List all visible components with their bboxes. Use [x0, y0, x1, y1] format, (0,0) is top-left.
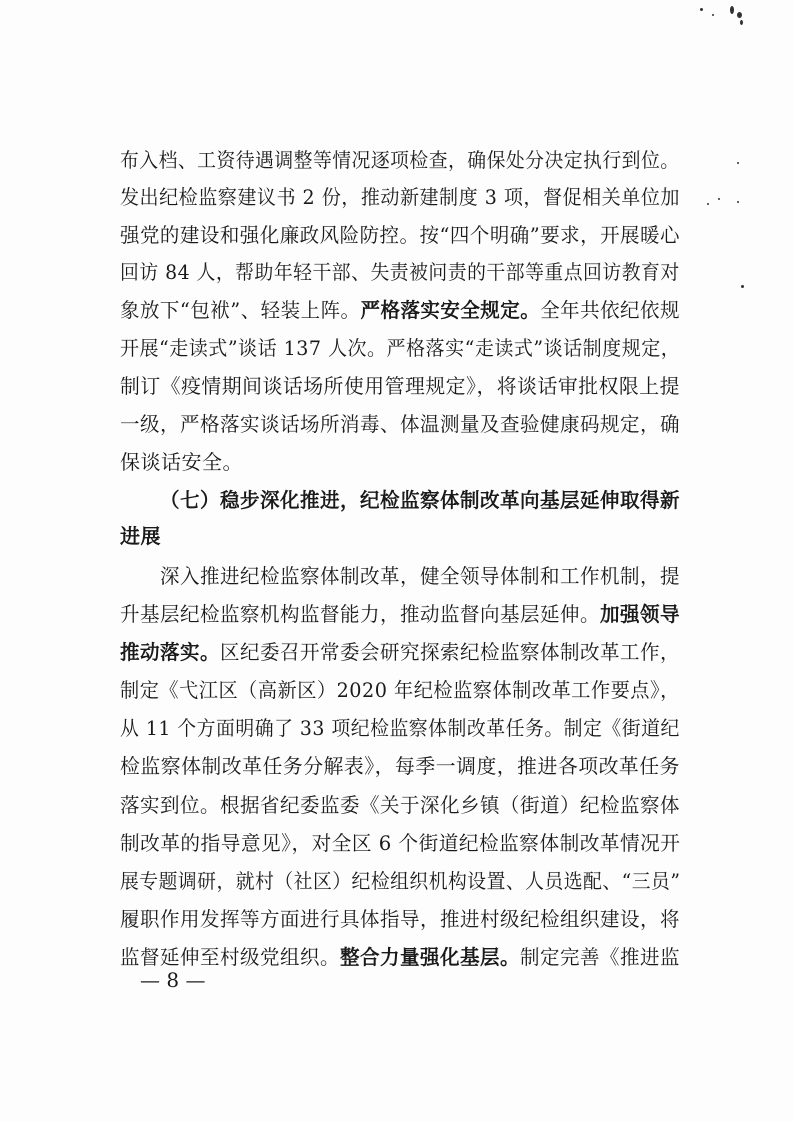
scan-speck [740, 20, 743, 25]
body-text: 制订《疫情期间谈话场所使用管理规定》，将谈话审批权限上提 [120, 374, 680, 398]
body-text: 象放下“包袱”、轻装上阵。 [120, 298, 361, 322]
text-line [120, 145, 680, 175]
body-text: 落实到位。根据省纪委监委《关于深化乡镇（街道）纪检监察体 [120, 793, 680, 817]
text-line [120, 371, 680, 401]
text-line [120, 295, 680, 325]
text-line [120, 637, 680, 667]
body-text: 展专题调研，就村（社区）纪检组织机构设置、人员选配、“三员” [120, 869, 681, 893]
page-number: — 8 — [140, 968, 206, 992]
scan-speck [718, 198, 720, 200]
body-text: 从 11 个方面明确了 33 项纪检监察体制改革任务。制定《街道纪 [120, 716, 680, 740]
body-text: 发出纪检监察建议书 2 份，推动新建制度 3 项，督促相关单位加 [120, 185, 680, 209]
scan-speck [707, 203, 709, 205]
scan-speck [700, 8, 703, 11]
text-line [160, 561, 680, 591]
text-line [120, 447, 243, 477]
body-text: 检监察体制改革任务分解表》，每季一调度，推进各项改革任务 [120, 754, 680, 778]
bold-text: （七）稳步深化推进，纪检监察体制改革向基层延伸取得新 [160, 488, 680, 512]
bold-text: 进展 [120, 524, 161, 548]
body-text: 制定《弋江区（高新区）2020 年纪检监察体制改革工作要点》， [120, 678, 680, 702]
scan-speck [712, 14, 714, 16]
text-line [120, 713, 680, 743]
bold-text: 严格落实安全规定。 [360, 298, 541, 322]
scan-speck [741, 285, 744, 288]
scan-speck [737, 12, 742, 18]
body-text: 保谈话安全。 [120, 450, 243, 474]
bold-text: 加强领导 [600, 602, 680, 626]
body-text: 开展“走读式”谈话 137 人次。严格落实“走读式”谈话制度规定， [120, 336, 681, 360]
text-line [120, 751, 680, 781]
text-line [120, 828, 680, 858]
text-line [120, 333, 680, 363]
scan-speck [730, 6, 734, 14]
body-text: 全年共依纪依规 [540, 298, 680, 322]
scan-speck [737, 201, 739, 203]
body-text: 布入档、工资待遇调整等情况逐项检查，确保处分决定执行到位。 [120, 148, 680, 172]
body-text: 深入推进纪检监察体制改革，健全领导体制和工作机制，提 [160, 564, 680, 588]
text-line [160, 485, 680, 515]
text-line [120, 790, 680, 820]
text-line [120, 521, 161, 551]
text-line [120, 409, 680, 439]
body-text: 履职作用发挥等方面进行具体指导，推进村级纪检组织建设，将 [120, 907, 680, 931]
text-line [120, 182, 680, 212]
bold-text: 推动落实。 [120, 640, 220, 664]
text-line [120, 599, 680, 629]
text-line [120, 675, 680, 705]
scan-speck [737, 162, 739, 164]
bold-text: 整合力量强化基层。 [340, 945, 520, 969]
body-text: 强党的建设和强化廉政风险防控。按“四个明确”要求，开展暖心 [120, 223, 680, 247]
text-line [120, 220, 680, 250]
text-line [120, 257, 680, 287]
body-text: 制定完善《推进监 [520, 945, 680, 969]
body-text: 制改革的指导意见》，对全区 6 个街道纪检监察体制改革情况开 [120, 831, 681, 855]
body-text: 回访 84 人，帮助年轻干部、失责被问责的干部等重点回访教育对 [120, 260, 680, 284]
text-line [120, 866, 680, 896]
body-text: 监督延伸至村级党组织。 [120, 945, 340, 969]
body-text: 区纪委召开常委会研究探索纪检监察体制改革工作， [220, 640, 680, 664]
body-text: 升基层纪检监察机构监督能力，推动监督向基层延伸。 [120, 602, 600, 626]
body-text: 一级，严格落实谈话场所消毒、体温测量及查验健康码规定，确 [120, 412, 680, 436]
text-line [120, 904, 680, 934]
